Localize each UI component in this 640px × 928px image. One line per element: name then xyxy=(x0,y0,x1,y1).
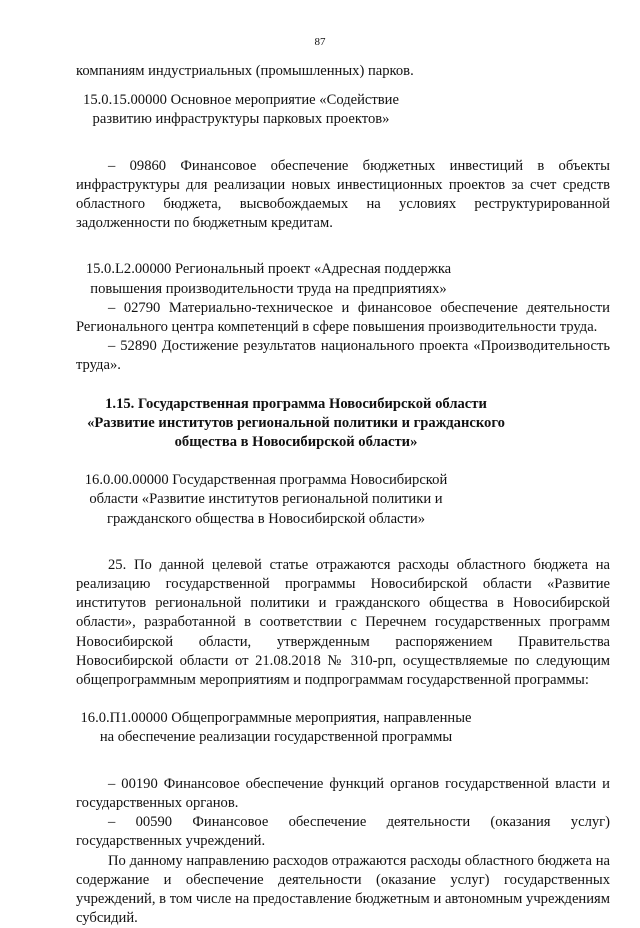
item-00590: – 00590 Финансовое обеспечение деятельности (оказания услуг) государственных учреждений. xyxy=(76,813,610,851)
paragraph-expenses: По данному направлению расходов отражаются расходы областного бюджета на содержание и обеспечение деятельности (оказание услуг) государственных учреждений, в том числе на предоставление бюджетным и автономным учреждениям субсидий. xyxy=(76,852,610,928)
paragraph-continuation: компаниям индустриальных (промышленных) парков. xyxy=(76,62,610,81)
page-content xyxy=(76,62,610,928)
section-heading-16-0-P1: 16.0.П1.00000 Общепрограммные мероприятия, направленные на обеспечение реализации государственной программы xyxy=(76,709,476,747)
section-heading-15-0-15: 15.0.15.00000 Основное мероприятие «Содействие развитию инфраструктуры парковых проектов» xyxy=(76,91,406,129)
item-00190: – 00190 Финансовое обеспечение функций органов государственной власти и государственных органов. xyxy=(76,775,610,813)
page-number: 87 xyxy=(0,36,640,48)
program-heading-1-15: 1.15. Государственная программа Новосибирской области «Развитие институтов региональной политики и гражданского общества в Новосибирской области» xyxy=(76,395,516,453)
section-heading-16-0-00: 16.0.00.00000 Государственная программа Новосибирской области «Развитие институтов региональной политики и гражданского общества в Новосибирской области» xyxy=(76,471,456,529)
paragraph-25: 25. По данной целевой статье отражаются расходы областного бюджета на реализацию государственной программы Новосибирской области «Развитие институтов региональной политики и гражданского общества в Новосибирской области», разработанной в соответствии с Перечнем государственных программ Новосибирской области, утвержденным распоряжением Правительства Новосибирской области от 21.08.2018 № 310-рп, осуществляемые по следующим общепрограммным мероприятиям и подпрограммам государственной программы: xyxy=(76,556,610,690)
item-09860: – 09860 Финансовое обеспечение бюджетных инвестиций в объекты инфраструктуры для реализации новых инвестиционных проектов за счет средств областного бюджета, высвобождаемых на условиях реструктурированной задолженности по бюджетным кредитам. xyxy=(76,157,610,234)
section-heading-15-0-L2: 15.0.L2.00000 Региональный проект «Адресная поддержка повышения производительности труда на предприятиях» xyxy=(76,260,461,298)
item-52890: – 52890 Достижение результатов национального проекта «Производительность труда». xyxy=(76,337,610,375)
item-02790: – 02790 Материально-техническое и финансовое обеспечение деятельности Регионального центра компетенций в сфере повышения производительности труда. xyxy=(76,299,610,337)
